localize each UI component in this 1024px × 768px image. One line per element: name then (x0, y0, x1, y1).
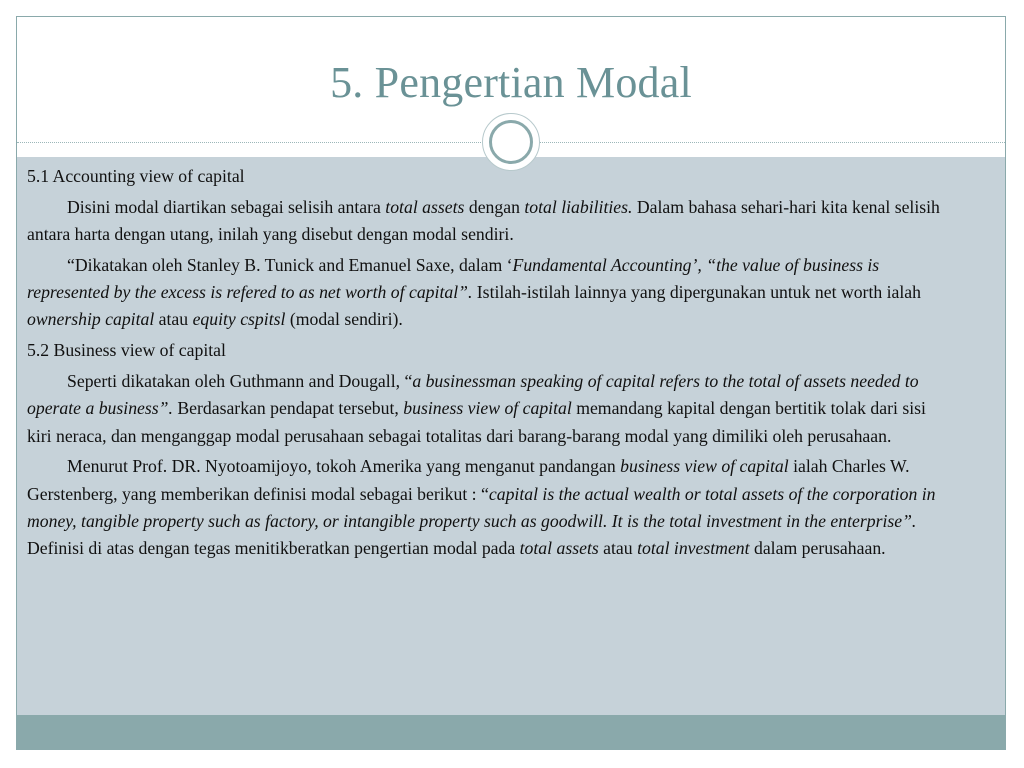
paragraph-accounting-definition: Disini modal diartikan sebagai selisih antara total assets dengan total liabilities. Dalam bahasa sehari-hari kita kenal selisih antara harta dengan utang, inilah yang disebut dengan modal sendiri. (27, 196, 940, 245)
paragraph-gerstenberg-definition: Menurut Prof. DR. Nyotoamijoyo, tokoh Amerika yang menganut pandangan business view of capital ialah Charles W. Gerstenberg, yang memberikan definisi modal sebagai berikut : “capital is the actual wealth or total assets of the corporation in money, tangible property such as factory, or intangible property such as goodwill. It is the total investment in the enterprise”. Definisi di atas dengan tegas menitikberatkan pengertian modal pada total assets atau total investment dalam perusahaan. (27, 456, 936, 559)
paragraph-tunick-saxe-quote: “Dikatakan oleh Stanley B. Tunick and Emanuel Saxe, dalam ‘Fundamental Accounting’, “the value of business is represented by the excess is refered to as net worth of capital”. Istilah-istilah lainnya yang dipergunakan untuk net worth ialah ownership capital atau equity cspitsl (modal sendiri). (27, 254, 922, 330)
slide-body (27, 163, 942, 566)
paragraph-guthmann-dougall-quote: Seperti dikatakan oleh Guthmann and Dougall, “a businessman speaking of capital refers to the total of assets needed to operate a business”. Berdasarkan pendapat tersebut, business view of capital memandang kapital dengan bertitik tolak dari sisi kiri neraca, dan menganggap modal perusahaan sebagai totalitas dari barang-barang modal yang dimiliki oleh perusahaan. (27, 371, 926, 446)
ring-ornament-icon (482, 113, 540, 171)
section-heading-business-view: 5.2 Business view of capital (27, 340, 226, 361)
section-heading-accounting-view: 5.1 Accounting view of capital (27, 166, 245, 186)
bottom-bar (17, 715, 1005, 749)
slide-title: 5. Pengertian Modal (330, 58, 692, 107)
